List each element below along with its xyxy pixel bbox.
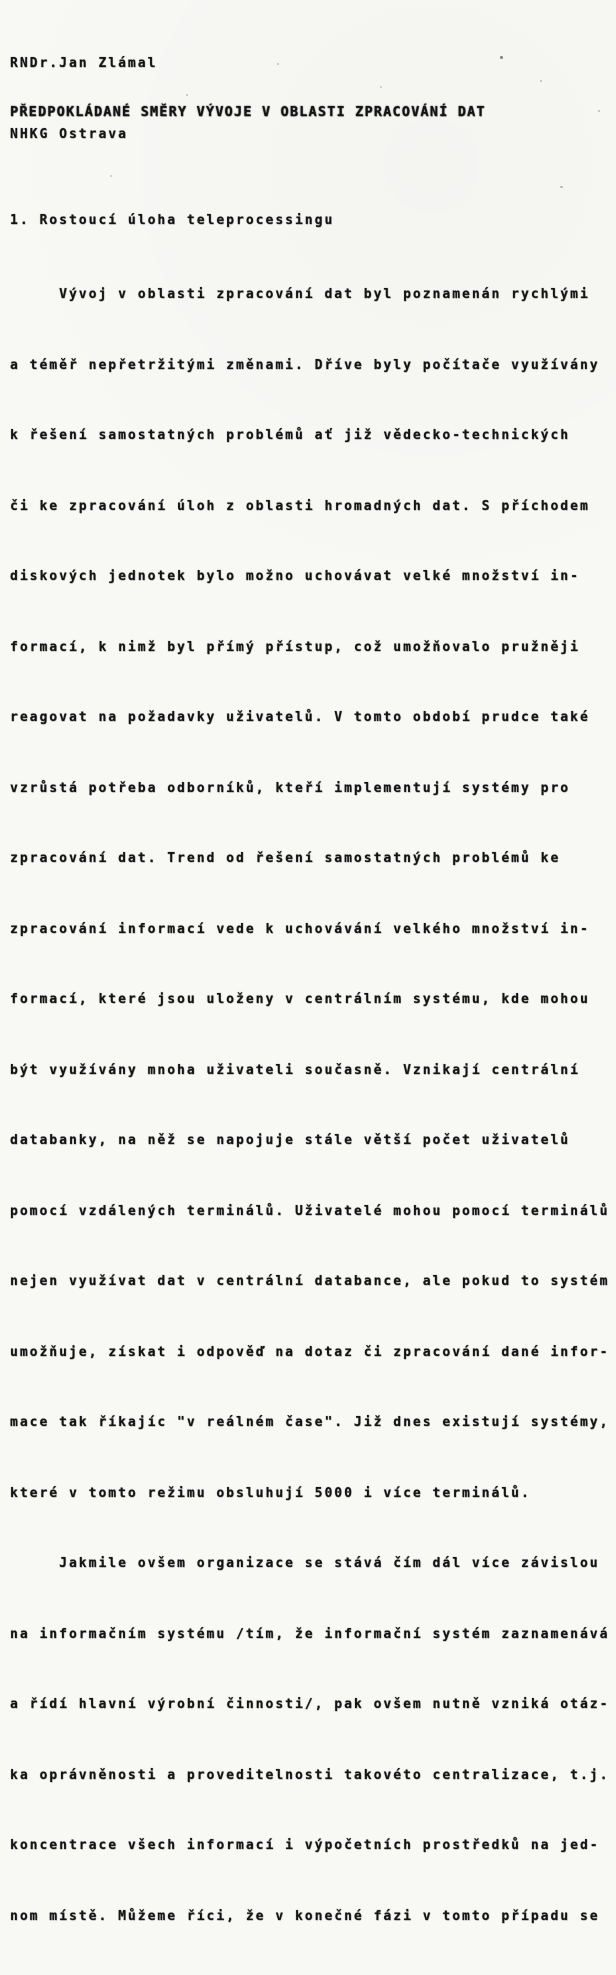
text-line: zpracování dat. Trend od řešení samostatných problémů ke: [10, 851, 561, 866]
text-line: zpracování informací vede k uchovávání velkého množství in-: [10, 921, 590, 937]
scan-speck: [380, 86, 382, 88]
scan-speck: [80, 62, 82, 64]
text-line: nom místě. Můžeme říci, že v konečné fázi v tomto případu se: [10, 1908, 600, 1924]
text-line: pomocí vzdálených terminálů. Uživatelé mohou pomocí terminálů: [10, 1203, 610, 1219]
text-line: reagovat na požadavky uživatelů. V tomto období prudce také: [10, 710, 590, 725]
text-line: koncentrace všech informací i výpočetních prostředků na jed-: [10, 1838, 600, 1853]
section-heading: 1. Rostoucí úloha teleprocessingu: [10, 213, 335, 228]
document-title: PŘEDPOKLÁDANÉ SMĚRY VÝVOJE V OBLASTI ZPRACOVÁNÍ DAT: [10, 104, 486, 120]
scan-speck: [186, 94, 188, 96]
text-line: a téměř nepřetržitými změnami. Dříve byly počítače využívány: [10, 357, 600, 373]
scan-speck: [277, 63, 279, 65]
text-line: ka oprávněnosti a proveditelnosti takovéto centralizace, t.j.: [10, 1767, 610, 1783]
text-line: formací, k nimž byl přímý přístup, což umožňovalo pružněji: [10, 639, 580, 655]
text-line: které v tomto režimu obsluhují 5000 i více terminálů.: [10, 1485, 531, 1501]
text-line: na informačním systému /tím, že informační systém zaznamenává: [10, 1626, 610, 1642]
text-line: nejen využívat dat v centrální databance, ale pokud to systém: [10, 1274, 610, 1289]
text-line: Vývoj v oblasti zpracování dat byl poznamenán rychlými: [10, 287, 590, 302]
text-line: Jakmile ovšem organizace se stává čím dál více závislou: [10, 1556, 600, 1571]
scan-speck: [540, 80, 542, 82]
text-line: a řídí hlavní výrobní činnosti/, pak ovšem nutně vzniká otáz-: [10, 1697, 610, 1712]
text-line: formací, které jsou uloženy v centrálním systému, kde mohou: [10, 992, 590, 1007]
scan-speck: [500, 56, 503, 59]
author-organization: NHKG Ostrava: [10, 126, 128, 142]
scan-speck: [110, 175, 112, 177]
text-line: databanky, na něž se napojuje stále větší počet uživatelů: [10, 1133, 571, 1148]
text-line: být využívány mnoha uživateli současně. Vznikají centrální: [10, 1062, 580, 1078]
author-block: [10, 5, 157, 193]
text-line: diskových jednotek bylo možno uchovávat velké množství in-: [10, 569, 580, 584]
text-line: mace tak říkajíc "v reálném čase". Již dnes existují systémy,: [10, 1415, 610, 1430]
text-line: umožňuje, získat i odpověď na dotaz či zpracování dané infor-: [10, 1344, 610, 1360]
author-name: RNDr.Jan Zlámal: [10, 56, 158, 71]
text-line: či ke zpracování úloh z oblasti hromadných dat. S příchodem: [10, 498, 590, 514]
scan-speck: [598, 110, 600, 112]
body-text: [10, 236, 609, 1975]
text-line: vzrůstá potřeba odborníků, kteří implementují systémy pro: [10, 780, 571, 796]
scan-speck: [560, 186, 563, 188]
text-line: k řešení samostatných problémů ať již vědecko-technických: [10, 428, 571, 443]
